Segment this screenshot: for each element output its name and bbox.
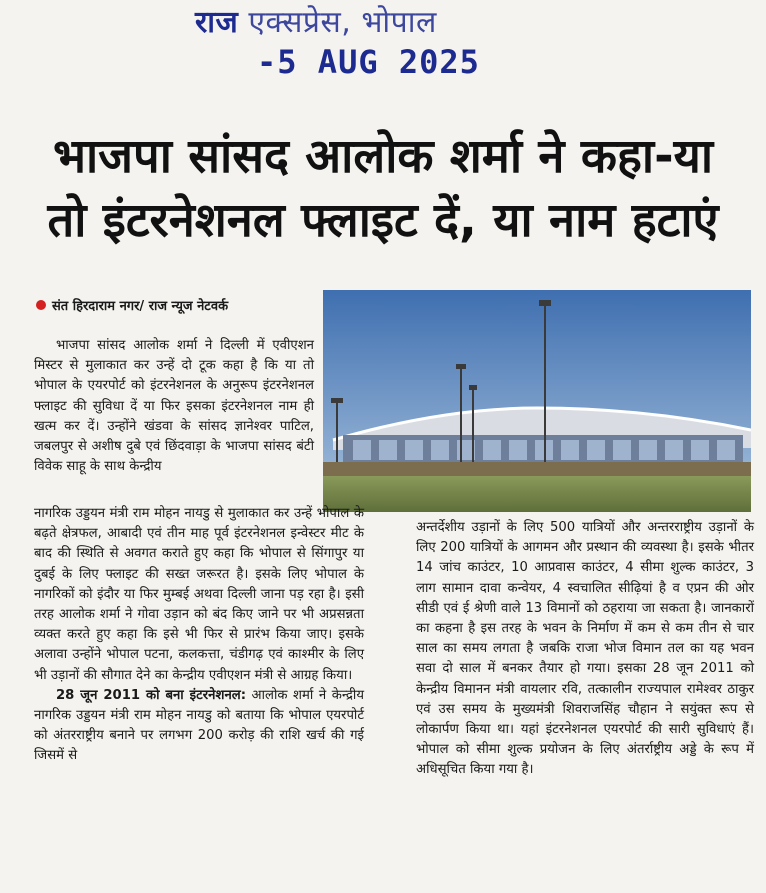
airport-photo [323, 290, 751, 512]
bullet-icon [36, 300, 46, 310]
airport-photo-illustration [323, 290, 751, 512]
article-column-2 [34, 504, 364, 767]
article-subheading: 28 जून 2011 को बना इंटरनेशनल: [56, 687, 247, 703]
article-column-3 [416, 518, 754, 781]
publication-stamp [195, 4, 525, 82]
headline [12, 125, 754, 253]
article-paragraph [34, 686, 364, 767]
byline-text: संत हिरदाराम नगर/ राज न्यूज नेटवर्क [52, 299, 229, 314]
headline-line2: तो इंटरनेशनल फ्लाइट दें, या नाम हटाएं [47, 193, 719, 248]
article-paragraph-text: आलोक शर्मा ने केन्द्रीय नागरिक उड्डयन मंत्री राम मोहन नायडु को बताया कि भोपाल एयरपोर्ट को अंतरराष्ट्रीय बनाने पर लगभग 200 करोड़ की राशि खर्च की गई जिसमें से [34, 687, 364, 764]
article-column-1 [34, 336, 314, 477]
headline-line1: भाजपा सांसद आलोक शर्मा ने कहा-या [52, 129, 714, 184]
stamp-publication [195, 4, 525, 42]
article-paragraph: अन्तर्देशीय उड़ानों के लिए 500 यात्रियों और अन्तरराष्ट्रीय उड़ानों के लिए 200 यात्रियों के आगमन और प्रस्थान की व्यवस्था है। इसके भीतर 14 जांच काउंटर, 10 आप्रवास काउंटर, 4 सीमा शुल्क काउंटर, 3 लाग सामान दावा कन्वेयर, 4 स्वचालित सीढ़ियां है व एप्रन की ओर सीडी एवं ई श्रेणी वाले 13 विमानों को ठहराया जा सकता है। जानकारों का कहना है इस तरह के भवन के निर्माण में कम से कम तीन से चार साल का समय लगता है जबकि राजा भोज विमान तल का यह भवन सवा दो साल में बनकर तैयार हो गया। इसका 28 जून 2011 को केन्द्रीय विमानन मंत्री वायलार रवि, तत्कालीन राज्यपाल रामेश्वर ठाकुर एवं उस समय के मुख्यमंत्री शिवराजसिंह चौहान ने सयुंक्त रूप से लोकार्पण किया था। यहां इंटरनेशनल एयरपोर्ट की सारी सुविधाएं हैं। भोपाल को सीमा शुल्क प्रयोजन के लिए अंतर्राष्ट्रीय अड्डे के रूप में अधिसूचित किया गया है। [416, 520, 754, 778]
byline [36, 296, 228, 314]
stamp-publication-rest: एक्सप्रेस, भोपाल [248, 5, 437, 40]
article-paragraph: नागरिक उड्डयन मंत्री राम मोहन नायडु से मुलाकात कर उन्हें भोपाल के बढ़ते क्षेत्रफल, आबादी एवं तीन माह पूर्व इंटरनेशनल इन्वेस्टर मीट के बाद की स्थिति से अवगत कराते हुए कहा कि भोपाल से सिंगापुर या दुबई के लिए फ्लाइट की सख्त जरूरत है। इसके लिए भोपाल के नागरिकों को इंदौर या फिर मुम्बई अथवा दिल्ली जाना पड़ रहा है। इसी तरह आलोक शर्मा ने गोवा उड़ान को बंद किए जाने पर भी अप्रसन्नता व्यक्त करते हुए कहा कि इसे भी फिर से प्रारंभ किया जाए। इसके अलावा उन्होंने भोपाल पटना, कलकत्ता, चंडीगढ़ एवं काश्मीर के लिए भी उड़ानों की सौगात देने का केन्द्रीय एवीएशन मंत्री से आग्रह किया। [34, 506, 364, 683]
stamp-date: -5 AUG 2025 [257, 43, 480, 81]
stamp-publication-bold: राज [195, 5, 239, 40]
article-paragraph: भाजपा सांसद आलोक शर्मा ने दिल्ली में एवीएशन मिस्टर से मुलाकात कर उन्हें दो टूक कहा है कि या तो भोपाल के एयरपोर्ट को इंटरनेशनल के अनुरूप इंटरनेशनल फ्लाइट की सुविधा दें या फिर इसका इंटरनेशनल नाम ही खत्म कर दें। उन्होंने खंडवा के सांसद ज्ञानेश्वर पाटिल, जबलपुर से अशीष दुबे एवं छिंदवाड़ा के भाजपा सांसद बंटी विवेक साहू के साथ केन्द्रीय [34, 338, 314, 475]
